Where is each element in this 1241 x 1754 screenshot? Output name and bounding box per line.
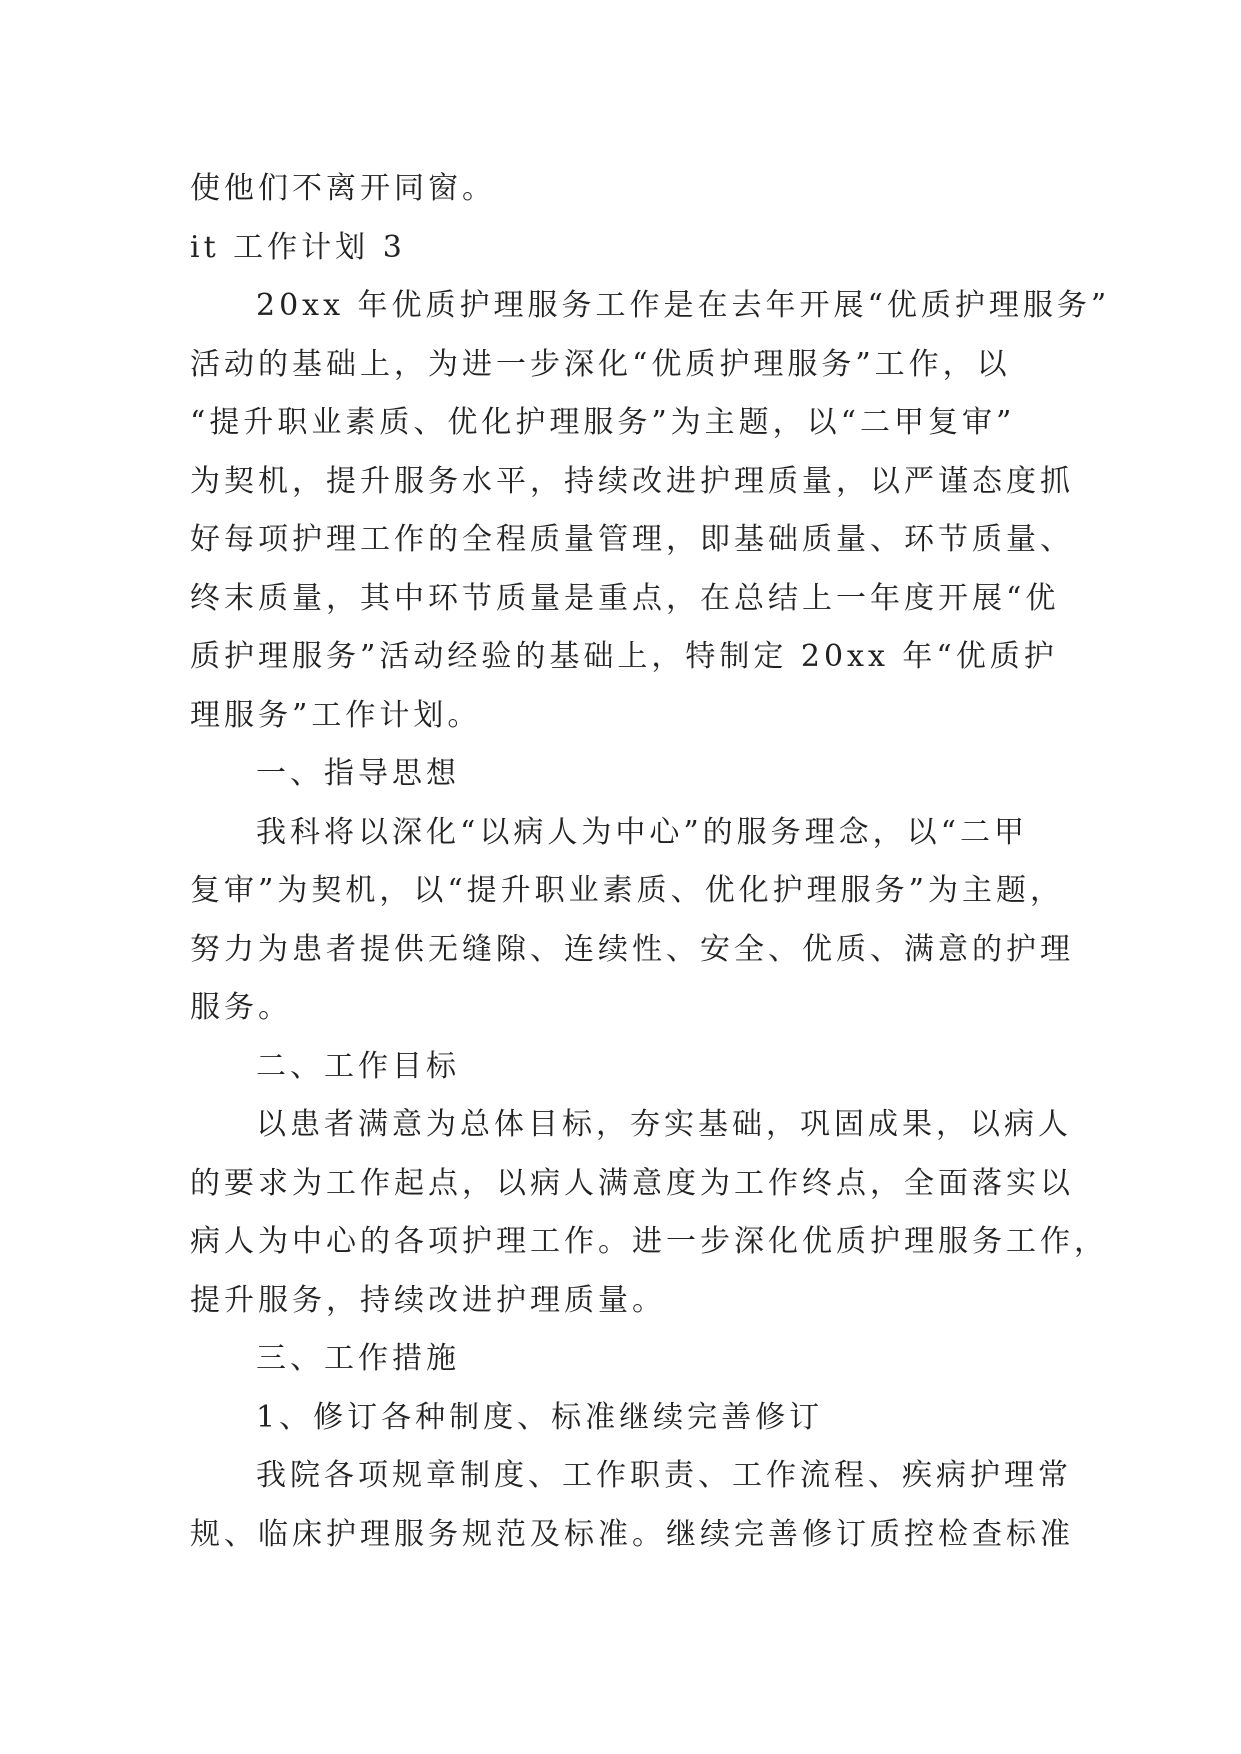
text-line: 质护理服务”活动经验的基础上，特制定 20xx 年“优质护 [190, 639, 1058, 674]
text-line: 1、修订各种制度、标准继续完善修订 [256, 1399, 824, 1435]
text-line: 的要求为工作起点，以病人满意度为工作终点，全面落实以 [190, 1165, 1074, 1201]
text-line: 提升服务，持续改进护理质量。 [190, 1282, 666, 1318]
text-line: 二、工作目标 [256, 1048, 460, 1084]
text-line: 一、指导思想 [256, 756, 460, 791]
text-line: 20xx 年优质护理服务工作是在去年开展“优质护理服务” [256, 288, 1111, 323]
text-line: 我科将以深化“以病人为中心”的服务理念，以“二甲 [256, 814, 1029, 850]
text-line: 复审”为契机，以“提升职业素质、优化护理服务”为主题， [190, 873, 1065, 908]
text-line: 活动的基础上，为进一步深化“优质护理服务”工作，以 [190, 346, 1011, 382]
text-line: 病人为中心的各项护理工作。进一步深化优质护理服务工作， [190, 1224, 1108, 1259]
text-line: “提升职业素质、优化护理服务”为主题，以“二甲复审” [190, 405, 1016, 440]
text-line: 终末质量，其中环节质量是重点，在总结上一年度开展“优 [190, 580, 1060, 616]
text-line: 理服务”工作计划。 [190, 697, 482, 733]
text-line: 规、临床护理服务规范及标准。继续完善修订质控检查标准 [190, 1516, 1074, 1552]
text-line: 我院各项规章制度、工作职责、工作流程、疾病护理常 [256, 1458, 1072, 1493]
text-line: 以患者满意为总体目标，夯实基础，巩固成果，以病人 [256, 1107, 1072, 1142]
document-body [190, 160, 1111, 1564]
text-line: 为契机，提升服务水平，持续改进护理质量，以严谨态度抓 [190, 463, 1074, 499]
text-line: 服务。 [190, 990, 292, 1025]
text-line: 努力为患者提供无缝隙、连续性、安全、优质、满意的护理 [190, 931, 1074, 967]
text-line: 三、工作措施 [256, 1341, 460, 1376]
text-line: it 工作计划 3 [190, 229, 406, 265]
text-line: 使他们不离开同窗。 [190, 171, 496, 206]
text-line: 好每项护理工作的全程质量管理，即基础质量、环节质量、 [190, 522, 1074, 557]
